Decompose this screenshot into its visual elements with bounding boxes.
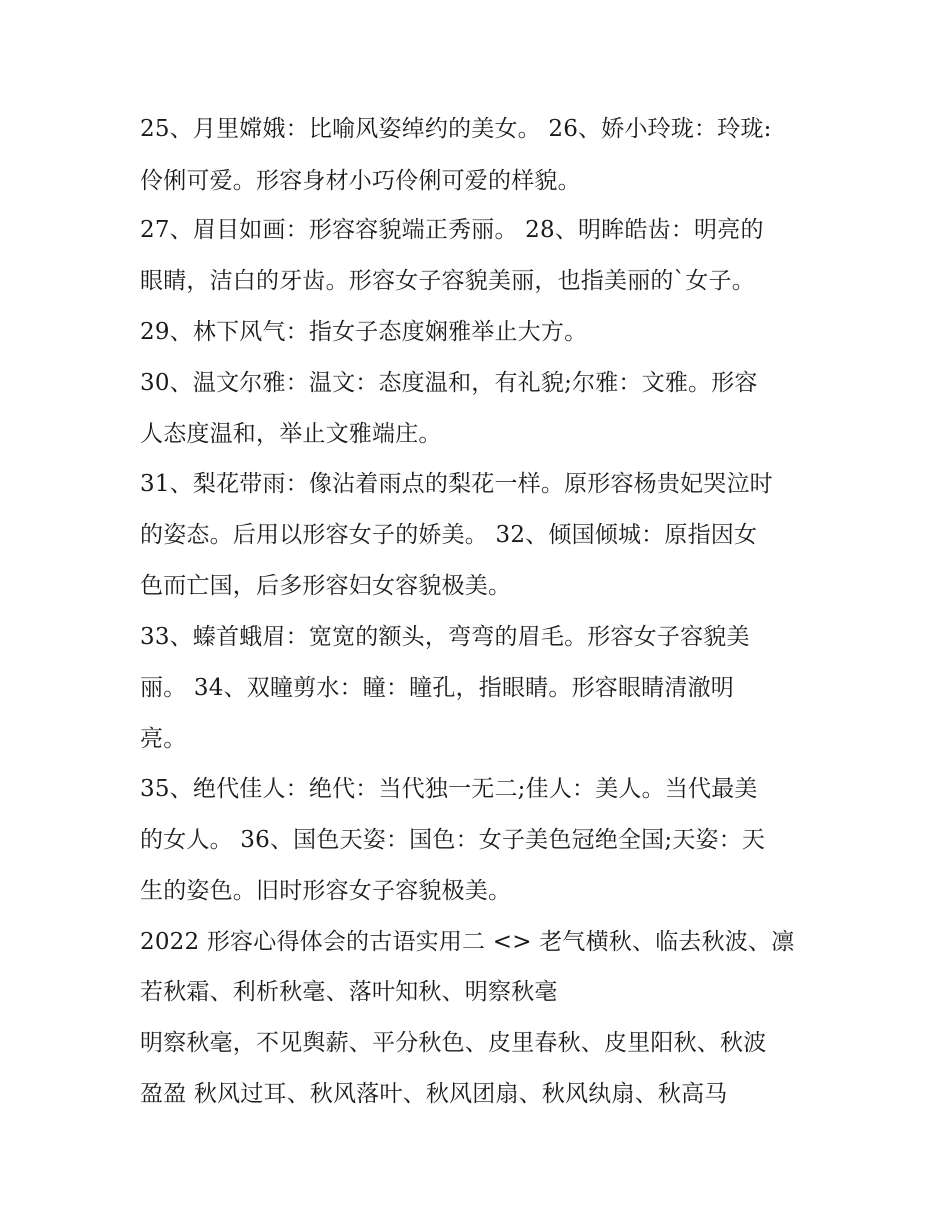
text-line: 若秋霜、利析秋毫、落叶知秋、明察秋毫 bbox=[140, 979, 558, 1005]
text-line: 35、绝代佳人：绝代：当代独一无二;佳人：美人。当代最美 bbox=[140, 776, 758, 802]
text-line: 2022 形容心得体会的古语实用二 <> 老气横秋、临去秋波、凛 bbox=[140, 929, 795, 955]
text-line: 的姿态。后用以形容女子的娇美。 32、倾国倾城：原指因女 bbox=[140, 522, 758, 548]
text-line: 31、梨花带雨：像沾着雨点的梨花一样。原形容杨贵妃哭泣时 bbox=[140, 471, 773, 497]
text-line: 盈盈 秋风过耳、秋风落叶、秋风团扇、秋风纨扇、秋高马 bbox=[140, 1081, 728, 1107]
text-line: 25、月里嫦娥：比喻风姿绰约的美女。 26、娇小玲珑：玲珑: bbox=[140, 116, 772, 142]
text-line: 眼睛，洁白的牙齿。形容女子容貌美丽，也指美丽的`女子。 bbox=[140, 268, 755, 294]
text-line: 生的姿色。旧时形容女子容貌极美。 bbox=[140, 878, 512, 904]
text-line: 27、眉目如画：形容容貌端正秀丽。 28、明眸皓齿：明亮的 bbox=[140, 217, 764, 243]
text-line: 丽。 34、双瞳剪水：瞳：瞳孔，指眼睛。形容眼睛清澈明 bbox=[140, 675, 734, 701]
text-line: 人态度温和，举止文雅端庄。 bbox=[140, 421, 442, 447]
text-line: 30、温文尔雅：温文：态度温和，有礼貌;尔雅：文雅。形容 bbox=[140, 370, 758, 396]
text-line: 明察秋毫，不见舆薪、平分秋色、皮里春秋、皮里阳秋、秋波 bbox=[140, 1030, 767, 1056]
text-line: 的女人。 36、国色天姿：国色：女子美色冠绝全国;天姿：天 bbox=[140, 827, 766, 853]
text-line: 33、螓首蛾眉：宽宽的额头，弯弯的眉毛。形容女子容貌美 bbox=[140, 624, 750, 650]
text-line: 29、林下风气：指女子态度娴雅举止大方。 bbox=[140, 319, 588, 345]
text-line: 伶俐可爱。形容身材小巧伶俐可爱的样貌。 bbox=[140, 168, 581, 194]
text-line: 亮。 bbox=[140, 726, 187, 752]
text-line: 色而亡国，后多形容妇女容貌极美。 bbox=[140, 573, 512, 599]
